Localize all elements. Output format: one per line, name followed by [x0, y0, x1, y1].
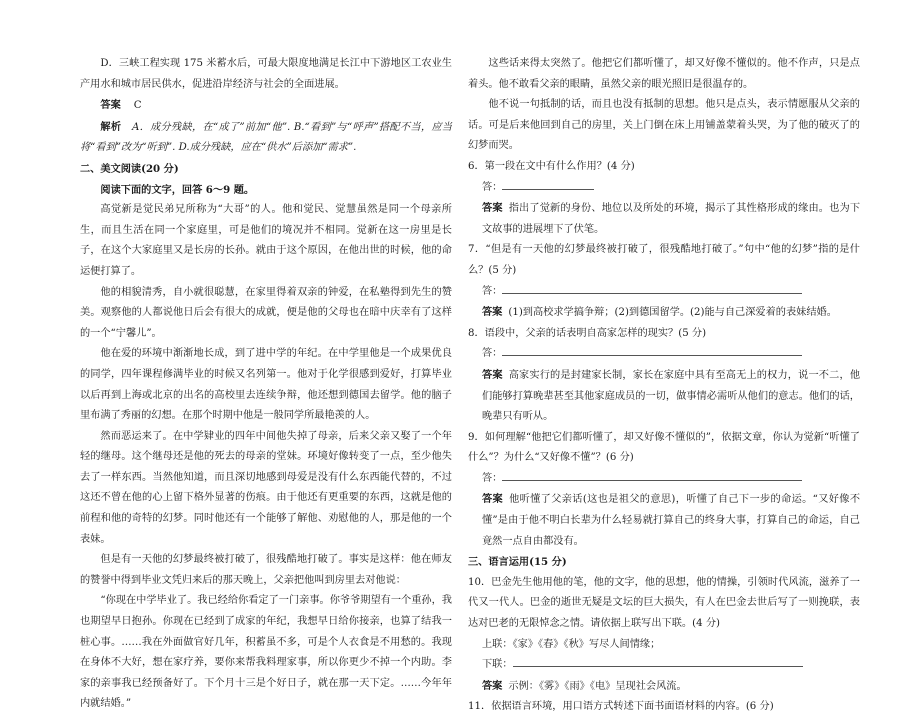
q9-answer [468, 489, 860, 552]
q8-answer [468, 365, 860, 428]
section2-heading: 二、美文阅读(20 分) [80, 162, 179, 175]
answer-label: 答案 [100, 99, 121, 112]
explain-label: 解析 [100, 120, 122, 133]
q10-answer-label: 答案 [482, 679, 503, 692]
explain-text: A．成分残缺，在“成了”前加“他”. B.“看到”与“呼声”搭配不当，应当将“看到”改为“听到”. D.成分残缺，应在“供水”后添加“需求”. [80, 121, 452, 154]
q8-answer-label: 答案 [482, 368, 503, 381]
q6-answer-label: 答案 [482, 202, 503, 215]
question-8: 8．语段中，父亲的话表明自高家怎样的现实？(5 分) [468, 327, 707, 339]
q6-answer [468, 198, 860, 240]
q9-answer-blank[interactable] [502, 469, 802, 481]
q6-answer-text: 指出了觉新的身份、地位以及所处的环境，揭示了其性格形成的缘由。也为下文故事的进展埋下了伏笔。 [482, 203, 861, 235]
section3-heading: 三、语言运用(15 分) [468, 556, 567, 569]
question-6: 6．第一段在文中有什么作用？(4 分) [468, 160, 635, 172]
answer-value: C [133, 100, 142, 112]
left-column [80, 54, 452, 715]
q7-reply-line [468, 282, 860, 303]
q10-lower-couplet [468, 655, 860, 676]
reading-para-6: “你现在中学毕业了。我已经给你看定了一门亲事。你爷爷期望有一个重孙，我也期望早日抱孙。你现在已经到了成家的年纪，我想早日给你接亲，也算了结我一桩心事。……我在外面做官好几年，积蓄虽不多，可是个人衣食是不用愁的。我现在身体不大好，想在家疗养，要你来帮我料理家事，所以你更少不掉一个内助。李家的亲事我已经预备好了。下个月十三是个好日子，就在那一天下定。……今年年内就结婚。” [80, 595, 452, 710]
q10-lower-label: 下联： [482, 659, 513, 671]
q7-reply-label: 答： [482, 285, 503, 297]
option-d: D．三峡工程实现 175 米蓄水后，可最大限度地满足长江中下游地区工农业生产用水和城市居民供水，促进沿岸经济与社会的全面进展。 [80, 58, 452, 90]
q6-reply-label: 答： [482, 181, 503, 193]
reading-para-8: 他不说一句抵制的话，而且也没有抵制的思想。他只是点头，表示情愿服从父亲的话。可是后来他回到自己的房里，关上门倒在床上用铺盖蒙着头哭，为了他的破灭了的幻梦而哭。 [468, 99, 860, 152]
q7-answer-blank[interactable] [502, 282, 802, 294]
question-11: 11．依据语言环境，用口语方式转述下面书面语材料的内容。(6 分) [468, 701, 774, 713]
q9-answer-text: 他听懂了父亲话(这也是祖父的意思)，听懂了自己下一步的命运。“又好像不懂”是由于他不明白长辈为什么轻易就打算自己的终身大事，打算自己的命运，自己竟然一点自由都没有。 [482, 494, 861, 547]
q7-answer [468, 302, 860, 324]
question-7: 7．“但是有一天他的幻梦最终被打破了，很残酷地打破了。”句中“他的幻梦”指的是什么？(5 分) [468, 244, 860, 276]
q9-answer-label: 答案 [482, 493, 504, 506]
explanation [80, 117, 452, 159]
q10-lower-blank[interactable] [513, 655, 803, 667]
reading-para-5: 但是有一天他的幻梦最终被打破了，很残酷地打破了。事实是这样：他在师友的赞誉中得到毕业文凭归来后的那天晚上，父亲把他叫到房里去对他说： [80, 554, 452, 586]
reading-para-2: 他的相貌清秀，自小就很聪慧，在家里得着双亲的钟爱，在私塾得到先生的赞美。观察他的人都说他日后会有很大的成就，便是他的父母也在暗中庆幸有了这样的一个“宁馨儿”。 [80, 286, 452, 339]
answer-line [80, 95, 452, 117]
q10-answer-text: 示例：《雾》《雨》《电》呈现社会风流。 [508, 680, 687, 692]
q10-answer [468, 676, 860, 698]
q7-answer-text: (1)到高校求学搞争辩；(2)到德国留学。(2)能与自己深爱着的表妹结婚。 [508, 307, 837, 319]
question-10: 10．巴金先生他用他的笔，他的文字，他的思想，他的情操，引领时代风流，滋养了一代又一代人。巴金的逝世无疑是文坛的巨大损失，有人在巴金去世后写了一则挽联，表达对巴老的无限悼念之情。请依据上联写出下联。(4 分) [468, 576, 860, 630]
q9-reply-line [468, 469, 860, 490]
q8-reply-label: 答： [482, 348, 503, 360]
reading-para-4: 然而恶运来了。在中学肄业的四年中间他失掉了母亲，后来父亲又娶了一个年轻的继母。这个继母还是他的死去的母亲的堂妹。环境好像转变了一点，至少他失去了一样东西。当然他知道，而且深切地感到母爱是没有什么东西能代替的，不过这还不曾在他的心上留下格外显著的伤痕。由于他还有更重要的东西，这就是他的前程和他的奇特的幻梦。同时他还有一个能够了解他、劝慰他的人，那是他的一个表妹。 [80, 430, 452, 545]
right-column [468, 54, 860, 718]
q10-upper-couplet: 上联：《家》《春》《秋》写尽人间情缘； [482, 638, 661, 650]
q8-reply-line [468, 344, 860, 365]
q6-answer-blank[interactable] [502, 178, 594, 190]
question-9: 9．如何理解“他把它们都听懂了，却又好像不懂似的”，依据文章，你认为觉新“听懂了什么”？为什么“又好像不懂”？(6 分) [468, 431, 860, 464]
q8-answer-blank[interactable] [502, 344, 802, 356]
reading-para-3: 他在爱的环境中渐渐地长成，到了进中学的年纪。在中学里他是一个成果优良的同学，四年课程修满毕业的时候又名列第一。他对于化学很感到爱好，打算毕业以后再到上海或北京的出名的高校里去连续争辩，他还想到德国去留学。他的脑子里布满了秀丽的幻想。在那个时期中他是一般同学所最艳羡的人。 [80, 348, 452, 422]
q8-answer-text: 高家实行的是封建家长制，家长在家庭中具有至高无上的权力，说一不二，他们能够打算晚辈甚至其他家庭成员的一切，做事情必需听从他们的意志。他们的话，晚辈只有听从。 [482, 369, 861, 423]
reading-para-7: 这些话来得太突然了。他把它们都听懂了，却又好像不懂似的。他不作声，只是点着头。他不敢看父亲的眼睛，虽然父亲的眼光照旧是很温存的。 [468, 58, 860, 90]
q9-reply-label: 答： [482, 472, 503, 484]
q6-reply-line [468, 178, 860, 199]
q7-answer-label: 答案 [482, 306, 503, 319]
reading-para-1: 高觉新是觉民弟兄所称为“大哥”的人。他和觉民、觉慧虽然是同一个母亲所生，而且生活在同一个家庭里，可是他们的境况并不相同。觉新在这一房里是长子，在这个大家庭里又是长房的长孙。就由于这个原因，在他出世的时候，他的命运便打算了。 [80, 204, 452, 277]
reading-intro: 阅读下面的文字，回答 6～9 题。 [100, 183, 255, 196]
